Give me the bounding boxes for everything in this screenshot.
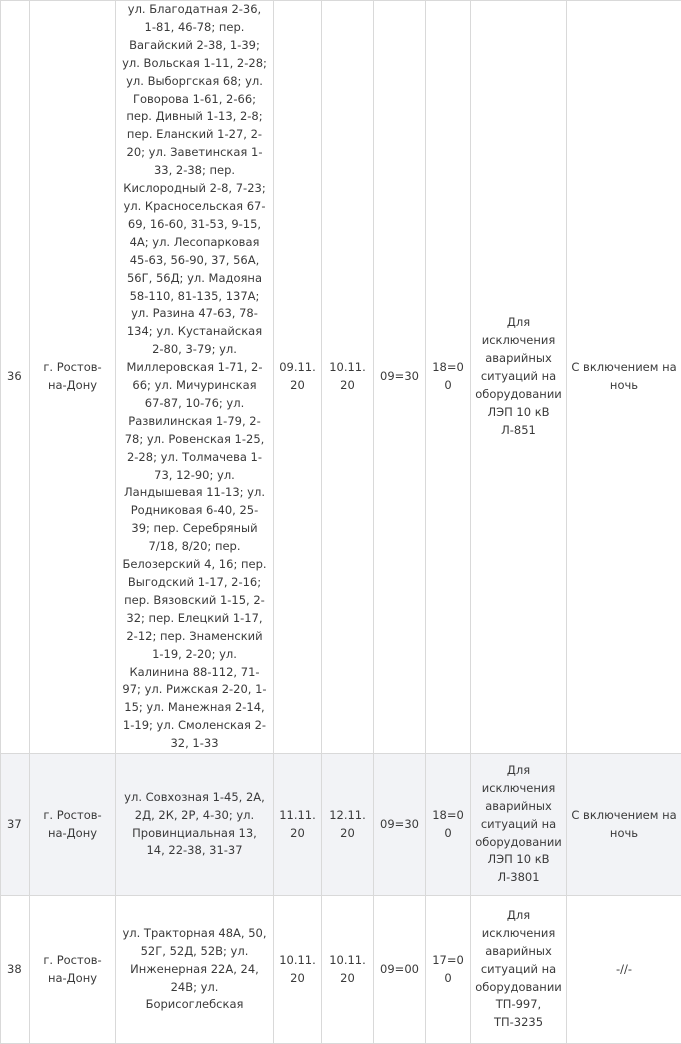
time-from-cell: 09=30 bbox=[374, 754, 426, 896]
table-row bbox=[1, 754, 681, 896]
date-to-cell: 12.11.20 bbox=[322, 754, 374, 896]
date-from-cell: 10.11.20 bbox=[274, 896, 322, 1044]
time-to-cell: 17=00 bbox=[426, 896, 471, 1044]
time-from-cell: 09=30 bbox=[374, 1, 426, 754]
row-number: 37 bbox=[1, 754, 30, 896]
addresses-cell: ул. Благодатная 2-36, 1-81, 46-78; пер. Вагайский 2-38, 1-39; ул. Вольская 1-11, 2-28; ул. Выборгская 68; ул. Говорова 1-61, 2-66; пер. Дивный 1-13, 2-8; пер. Еланский 1-27, 2-20; ул. Заветинская 1-33, 2-38; пер. Кислородный 2-8, 7-23; ул. Красносельская 67-69, 16-60, 31-53, 9-15, 4А; ул. Лесопарковая 45-63, 56-90, 37, 56А, 56Г, 56Д; ул. Мадояна 58-110, 81-135, 137А; ул. Разина 47-63, 78-134; ул. Кустанайская 2-80, 3-79; ул. Миллеровская 1-71, 2-66; ул. Мичуринская 67-87, 10-76; ул. Развилинская 1-79, 2-78; ул. Ровенская 1-25, 2-28; ул. Толмачева 1-73, 12-90; ул. Ландышевая 11-13; ул. Родниковая 6-40, 25-39; пер. Серебряный 7/18, 8/20; пер. Белозерский 4, 16; пер. Выгодский 1-17, 2-16; пер. Вязовский 1-15, 2-32; пер. Елецкий 1-17, 2-12; пер. Знаменский 1-19, 2-20; ул. Калинина 88-112, 71-97; ул. Рижская 2-20, 1-15; ул. Манежная 2-14, 1-19; ул. Смоленская 2-32, 1-33 bbox=[116, 1, 274, 754]
table-row bbox=[1, 896, 681, 1044]
note-cell: С включением на ночь bbox=[567, 754, 681, 896]
settlement-cell: г. Ростов-на-Дону bbox=[30, 754, 116, 896]
reason-cell: Для исключения аварийных ситуаций на оборудовании ТП-997, ТП-3235 bbox=[471, 896, 567, 1044]
time-from-cell: 09=00 bbox=[374, 896, 426, 1044]
date-from-cell: 09.11.20 bbox=[274, 1, 322, 754]
reason-cell: Для исключения аварийных ситуаций на оборудовании ЛЭП 10 кВ Л-3801 bbox=[471, 754, 567, 896]
row-number: 36 bbox=[1, 1, 30, 754]
time-to-cell: 18=00 bbox=[426, 1, 471, 754]
time-to-cell: 18=00 bbox=[426, 754, 471, 896]
table-row bbox=[1, 1, 681, 754]
reason-cell: Для исключения аварийных ситуаций на оборудовании ЛЭП 10 кВ Л-851 bbox=[471, 1, 567, 754]
settlement-cell: г. Ростов-на-Дону bbox=[30, 1, 116, 754]
note-cell: С включением на ночь bbox=[567, 1, 681, 754]
row-number: 38 bbox=[1, 896, 30, 1044]
date-to-cell: 10.11.20 bbox=[322, 896, 374, 1044]
date-to-cell: 10.11.20 bbox=[322, 1, 374, 754]
addresses-cell: ул. Тракторная 48А, 50, 52Г, 52Д, 52В; ул. Инженерная 22А, 24, 24В; ул. Борисоглебская bbox=[116, 896, 274, 1044]
addresses-cell: ул. Совхозная 1-45, 2А, 2Д, 2К, 2Р, 4-30; ул. Провинциальная 13, 14, 22-38, 31-37 bbox=[116, 754, 274, 896]
settlement-cell: г. Ростов-на-Дону bbox=[30, 896, 116, 1044]
note-cell: -//- bbox=[567, 896, 681, 1044]
date-from-cell: 11.11.20 bbox=[274, 754, 322, 896]
